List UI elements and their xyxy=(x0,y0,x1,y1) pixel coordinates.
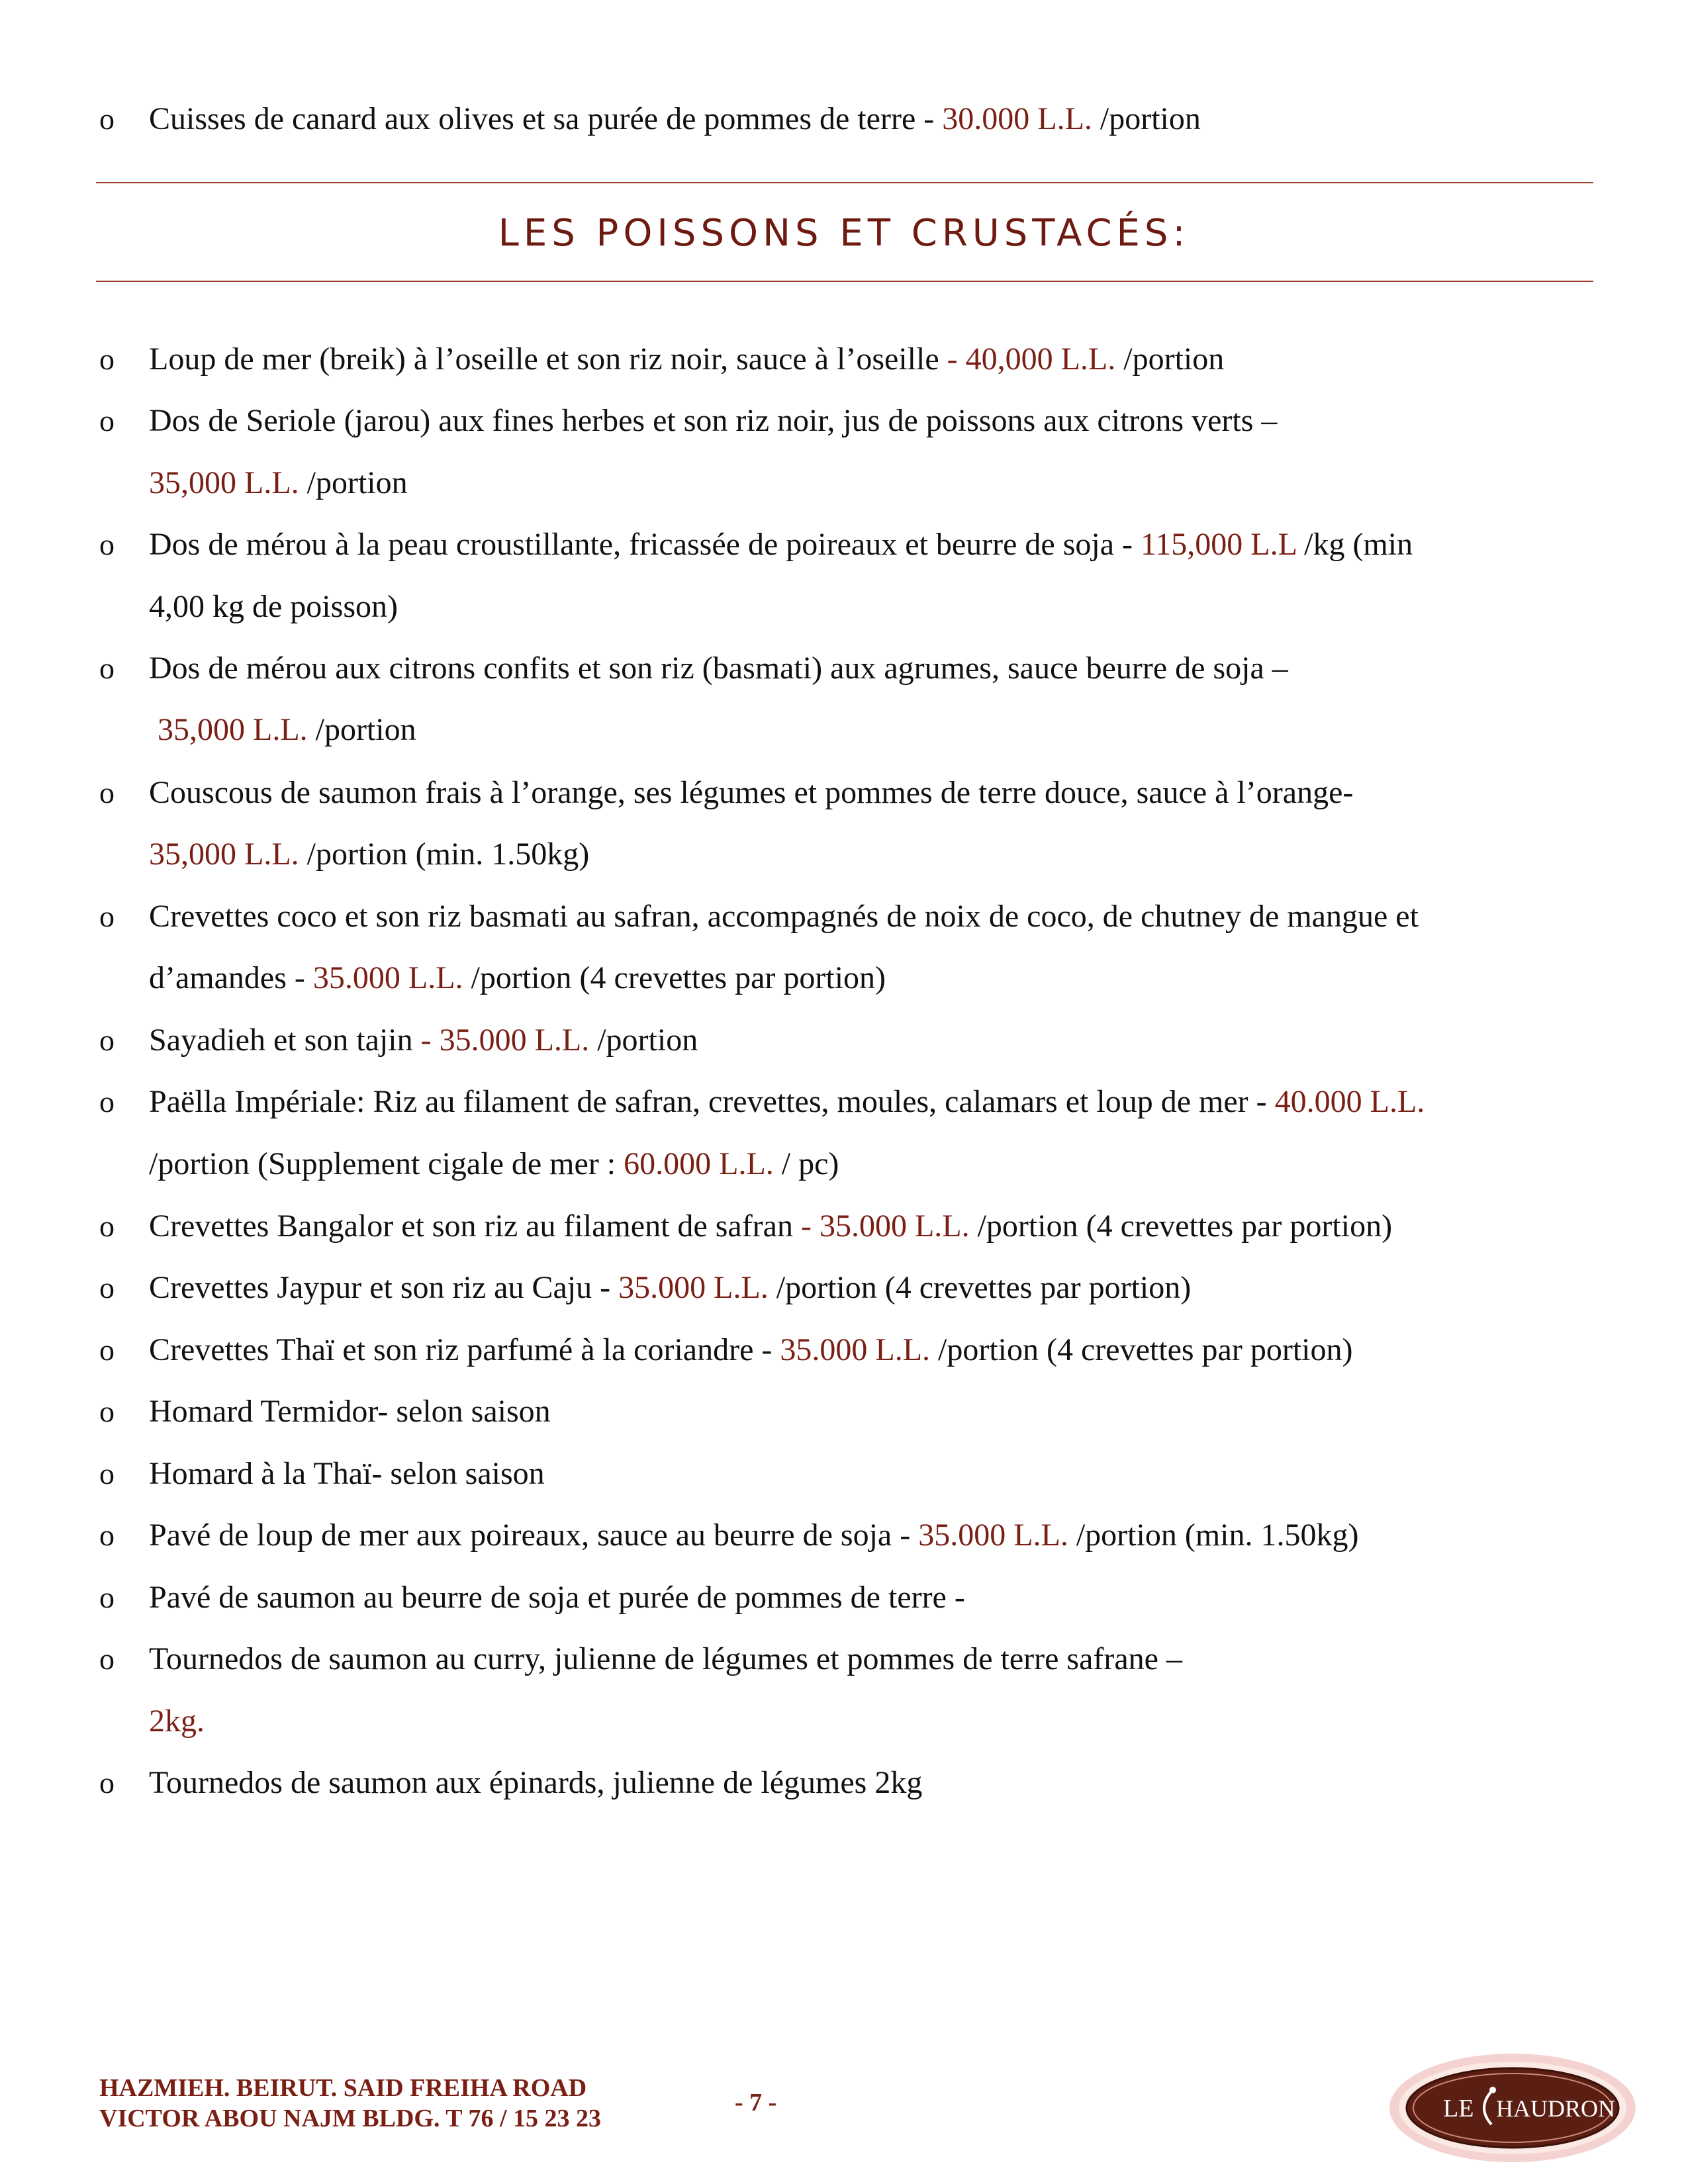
item-text: Cuisses de canard aux olives et sa purée de pommes de terre - xyxy=(149,101,935,136)
item-price: 35,000 L.L. xyxy=(149,837,299,872)
item-text: Dos de mérou à la peau croustillante, fricassée de poireaux et beurre de soja - xyxy=(149,527,1133,562)
item-text: Dos de Seriole (jarou) aux fines herbes et son riz noir, jus de poissons aux citrons verts – xyxy=(149,403,1278,438)
item-price: 35.000 L.L. xyxy=(780,1332,931,1367)
item-unit: /portion xyxy=(306,465,408,500)
item-text: Tournedos de saumon au curry, julienne de légumes et pommes de terre safrane – xyxy=(149,1641,1182,1676)
item-price: 35,000 L.L. xyxy=(158,712,308,747)
item-price: 35,000 L.L. xyxy=(149,465,299,500)
bullet: o xyxy=(99,776,115,809)
menu-item-cont xyxy=(149,1146,839,1183)
bullet: o xyxy=(99,102,115,136)
bullet: o xyxy=(99,1580,115,1614)
bullet: o xyxy=(99,1209,115,1243)
menu-item xyxy=(149,1455,545,1492)
menu-item xyxy=(149,1393,551,1430)
item-price: 40.000 L.L. xyxy=(1274,1084,1425,1119)
item-unit: /portion xyxy=(315,712,416,747)
item-price: - 40,000 L.L. xyxy=(947,341,1116,377)
menu-item xyxy=(149,526,1413,563)
item-text: Pavé de saumon au beurre de soja et purée de pommes de terre - xyxy=(149,1580,965,1615)
item-price: 35.000 L.L. xyxy=(618,1270,769,1305)
bullet: o xyxy=(99,527,115,561)
menu-item xyxy=(149,1208,1392,1245)
item-text: Homard à la Thaï- selon saison xyxy=(149,1456,545,1491)
menu-item xyxy=(149,1083,1425,1120)
bullet: o xyxy=(99,1394,115,1428)
bullet: o xyxy=(99,1333,115,1367)
bullet: o xyxy=(99,404,115,437)
bullet: o xyxy=(99,1642,115,1676)
item-unit: /portion (min. 1.50kg) xyxy=(306,837,590,872)
item-text: Couscous de saumon frais à l’orange, ses légumes et pommes de terre douce, sauce à l’orange- xyxy=(149,775,1354,810)
item-text: Tournedos de saumon aux épinards, julienne de légumes 2kg xyxy=(149,1765,923,1800)
menu-item xyxy=(149,1641,1182,1678)
menu-item-cont xyxy=(149,588,398,625)
item-unit: /portion (4 crevettes par portion) xyxy=(776,1270,1192,1305)
menu-item xyxy=(149,1764,922,1801)
item-price: 30.000 L.L. xyxy=(942,101,1092,136)
item-text: Crevettes Bangalor et son riz au filament de safran xyxy=(149,1208,793,1244)
item-text: Crevettes Jaypur et son riz au Caju - xyxy=(149,1270,611,1305)
bullet: o xyxy=(99,1271,115,1304)
menu-item-cont xyxy=(149,960,886,997)
logo-text-left: LE xyxy=(1443,2095,1474,2122)
bullet: o xyxy=(99,1766,115,1799)
menu-item-cont xyxy=(158,711,416,749)
item-unit: /kg (min xyxy=(1304,527,1413,562)
menu-item xyxy=(149,774,1353,811)
item-price: 2kg. xyxy=(149,1704,205,1739)
item-price: 35.000 L.L. xyxy=(918,1518,1068,1553)
logo-text-right: HAUDRON xyxy=(1496,2095,1615,2122)
footer-address-line2: VICTOR ABOU NAJM BLDG. T 76 / 15 23 23 xyxy=(99,2105,601,2132)
item-unit: /portion xyxy=(597,1023,698,1058)
item-unit: /portion (4 crevettes par portion) xyxy=(938,1332,1353,1367)
item-text: Pavé de loup de mer aux poireaux, sauce au beurre de soja - xyxy=(149,1518,911,1553)
item-text: Paëlla Impériale: Riz au filament de safran, crevettes, moules, calamars et loup de mer - xyxy=(149,1084,1267,1119)
section-bottom-rule xyxy=(96,281,1593,282)
item-text: Dos de mérou aux citrons confits et son riz (basmati) aux agrumes, sauce beurre de soja – xyxy=(149,651,1288,686)
bullet: o xyxy=(99,1457,115,1490)
item-price: 115,000 L.L xyxy=(1141,527,1297,562)
item-text: Loup de mer (breik) à l’oseille et son riz noir, sauce à l’oseille xyxy=(149,341,939,377)
item-price: - 35.000 L.L. xyxy=(420,1023,590,1058)
le-chaudron-logo xyxy=(1387,2052,1638,2164)
item-text: 4,00 kg de poisson) xyxy=(149,589,398,624)
bullet: o xyxy=(99,899,115,933)
item-text: Homard Termidor- selon saison xyxy=(149,1394,551,1429)
menu-item xyxy=(149,1517,1358,1554)
item-price: 35.000 L.L. xyxy=(312,960,463,995)
bullet: o xyxy=(99,1518,115,1552)
footer-address-line1: HAZMIEH. BEIRUT. SAID FREIHA ROAD xyxy=(99,2074,587,2102)
menu-item-cont xyxy=(149,836,589,873)
item-unit: /portion (Supplement cigale de mer : xyxy=(149,1146,616,1181)
menu-item xyxy=(149,1332,1352,1369)
bullet: o xyxy=(99,342,115,376)
item-unit: /portion xyxy=(1100,101,1201,136)
item-price: - 35.000 L.L. xyxy=(800,1208,970,1244)
section-top-rule xyxy=(96,182,1593,183)
menu-item xyxy=(149,402,1277,439)
menu-item-cont xyxy=(149,1703,205,1740)
menu-item-cont xyxy=(149,465,408,502)
section-title: LES POISSONS ET CRUSTACÉS: xyxy=(498,212,1190,255)
item-text: d’amandes - xyxy=(149,960,305,995)
menu-item xyxy=(149,341,1224,378)
menu-item xyxy=(149,1579,965,1616)
item-text: Sayadieh et son tajin xyxy=(149,1023,413,1058)
item-unit: /portion (min. 1.50kg) xyxy=(1076,1518,1359,1553)
menu-item-duck xyxy=(149,101,1201,138)
bullet: o xyxy=(99,1023,115,1057)
item-unit: / pc) xyxy=(781,1146,839,1181)
bullet: o xyxy=(99,651,115,685)
menu-item xyxy=(149,1022,698,1059)
page-number: - 7 - xyxy=(735,2089,777,2116)
bullet: o xyxy=(99,1085,115,1118)
item-price: 60.000 L.L. xyxy=(624,1146,774,1181)
menu-item xyxy=(149,898,1419,935)
item-unit: /portion (4 crevettes par portion) xyxy=(977,1208,1393,1244)
item-text: Crevettes coco et son riz basmati au safran, accompagnés de noix de coco, de chutney de mangue et xyxy=(149,899,1419,934)
item-text: Crevettes Thaï et son riz parfumé à la coriandre - xyxy=(149,1332,773,1367)
menu-item xyxy=(149,1269,1191,1306)
item-unit: /portion xyxy=(1123,341,1225,377)
logo-c-dot xyxy=(1489,2087,1496,2093)
item-unit: /portion (4 crevettes par portion) xyxy=(471,960,886,995)
menu-item xyxy=(149,650,1288,687)
logo-graphic xyxy=(1387,2052,1638,2164)
